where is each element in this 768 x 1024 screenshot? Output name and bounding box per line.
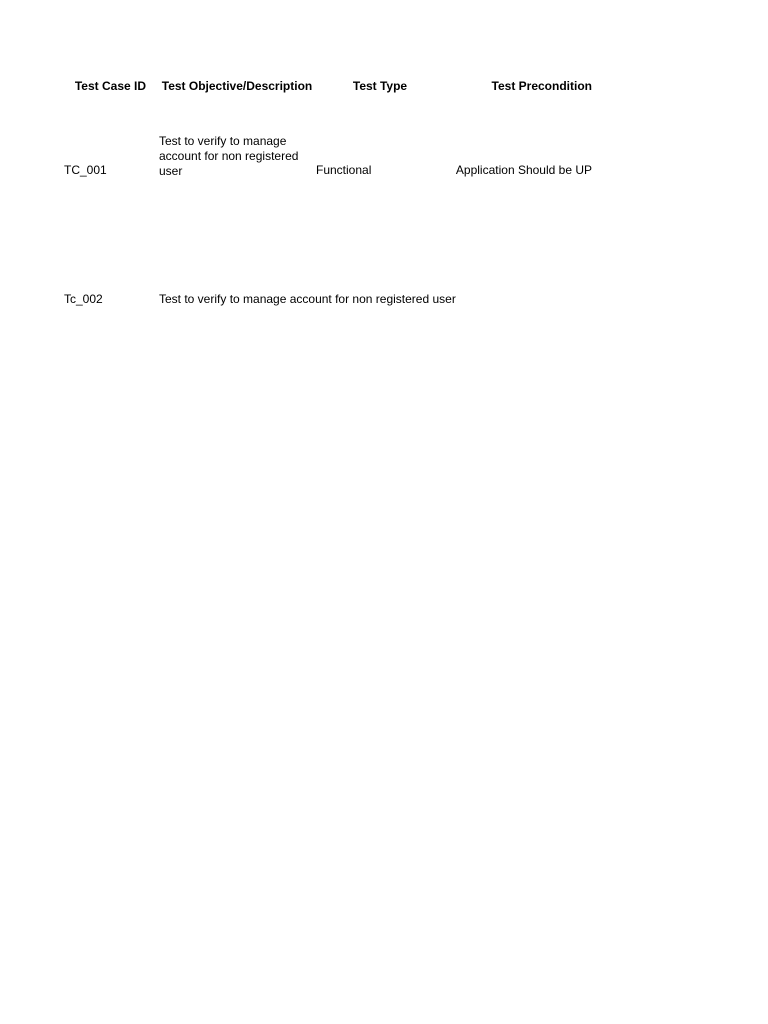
test-precondition-cell: Application Should be UP [455, 163, 592, 177]
test-case-id-cell: Tc_002 [64, 292, 103, 306]
header-test-objective: Test Objective/Description [161, 79, 313, 93]
test-objective-cell: Test to verify to manage account for non registered user [159, 292, 456, 306]
test-objective-cell: Test to verify to manage account for non registered user [159, 134, 299, 178]
header-test-case-id: Test Case ID [74, 79, 146, 93]
test-type-cell: Functional [316, 163, 372, 177]
test-case-id-cell: TC_001 [64, 163, 107, 177]
header-test-precondition: Test Precondition [491, 79, 592, 93]
header-test-type: Test Type [352, 79, 408, 93]
